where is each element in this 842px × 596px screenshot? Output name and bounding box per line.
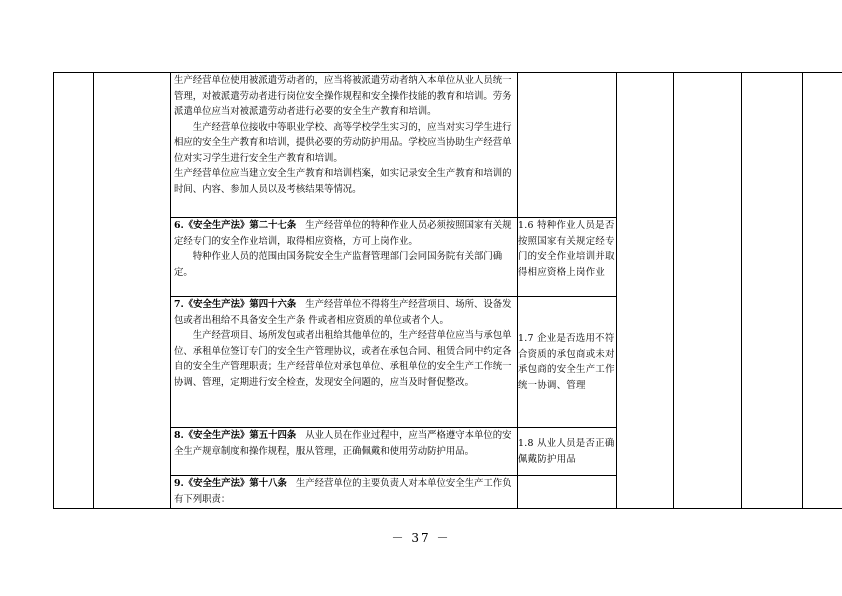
law-paragraph: 9.《安全生产法》第十八条 生产经营单位的主要负责人对本单位安全生产工作负有下列职责： <box>174 478 512 505</box>
article-title: 6.《安全生产法》第二十七条 <box>174 220 297 231</box>
article-title: 8.《安全生产法》第五十四条 <box>174 430 297 441</box>
law-cell <box>171 297 518 428</box>
law-paragraph: 生产经营单位使用被派遣劳动者的，应当将被派遣劳动者纳入本单位从业人员统一管理，对被派遣劳动者进行岗位安全操作规程和安全操作技能的教育和培训。劳务派遣单位应当对被派遣劳动者进行必要的安全生产教育和培训。 <box>174 75 512 117</box>
law-cell <box>171 476 518 509</box>
law-paragraph: 8.《安全生产法》第五十四条 从业人员在作业过程中，应当严格遵守本单位的安全生产规章制度和操作规程，服从管理，正确佩戴和使用劳动防护用品。 <box>174 430 512 457</box>
cell-blank <box>742 73 803 509</box>
law-cell <box>171 73 518 218</box>
law-paragraph: 7.《安全生产法》第四十六条 生产经营单位不得将生产经营项目、场所、设备发包或者出租给不具备安全生产条 件或者相应资质的单位或者个人。 <box>174 299 512 326</box>
law-cell <box>171 428 518 476</box>
cell-category <box>94 73 171 509</box>
law-paragraph: 生产经营单位接收中等职业学校、高等学校学生实习的，应当对实习学生进行相应的安全生产教育和培训，提供必要的劳动防护用品。学校应当协助生产经营单位对实习学生进行安全生产教育和培训。 <box>174 121 512 164</box>
cell-seq <box>54 73 94 509</box>
law-paragraph: 6.《安全生产法》第二十七条 生产经营单位的特种作业人员必须按照国家有关规定经专门的安全作业培训，取得相应资格，方可上岗作业。 <box>174 220 512 247</box>
law-paragraph: 生产经营项目、场所发包或者出租给其他单位的，生产经营单位应当与承包单位、承租单位签订专门的安全生产管理协议，或者在承包合同、租赁合同中约定各自的安全生产管理职责；生产经营单位对承包单位、承租单位的安全生产工作统一协调、管理，定期进行安全检查，发现安全问题的，应当及时督促整改。 <box>174 330 512 388</box>
article-title: 9.《安全生产法》第十八条 <box>174 478 287 489</box>
article-title: 7.《安全生产法》第四十六条 <box>174 299 297 310</box>
table-row <box>54 73 842 218</box>
check-item-cell <box>518 476 617 509</box>
law-paragraph: 生产经营单位应当建立安全生产教育和培训档案，如实记录安全生产教育和培训的时间、内容、参加人员以及考核结果等情况。 <box>174 168 512 195</box>
check-item-cell: 1.7 企业是否选用不符合资质的承包商或未对承包商的安全生产工作统一协调、管理 <box>518 297 617 428</box>
check-item-cell: 1.6 特种作业人员是否按照国家有关规定经专门的安全作业培训并取得相应资格上岗作业 <box>518 218 617 297</box>
cell-blank <box>674 73 742 509</box>
check-item-cell: 1.8 从业人员是否正确佩戴防护用品 <box>518 428 617 476</box>
page-number: － 37 － <box>391 531 451 545</box>
inspection-table <box>53 72 842 509</box>
law-cell <box>171 218 518 297</box>
check-item-cell <box>518 73 617 218</box>
law-paragraph: 特种作业人员的范围由国务院安全生产监督管理部门会同国务院有关部门确定。 <box>174 251 503 278</box>
cell-blank <box>617 73 674 509</box>
cell-blank <box>803 73 842 509</box>
